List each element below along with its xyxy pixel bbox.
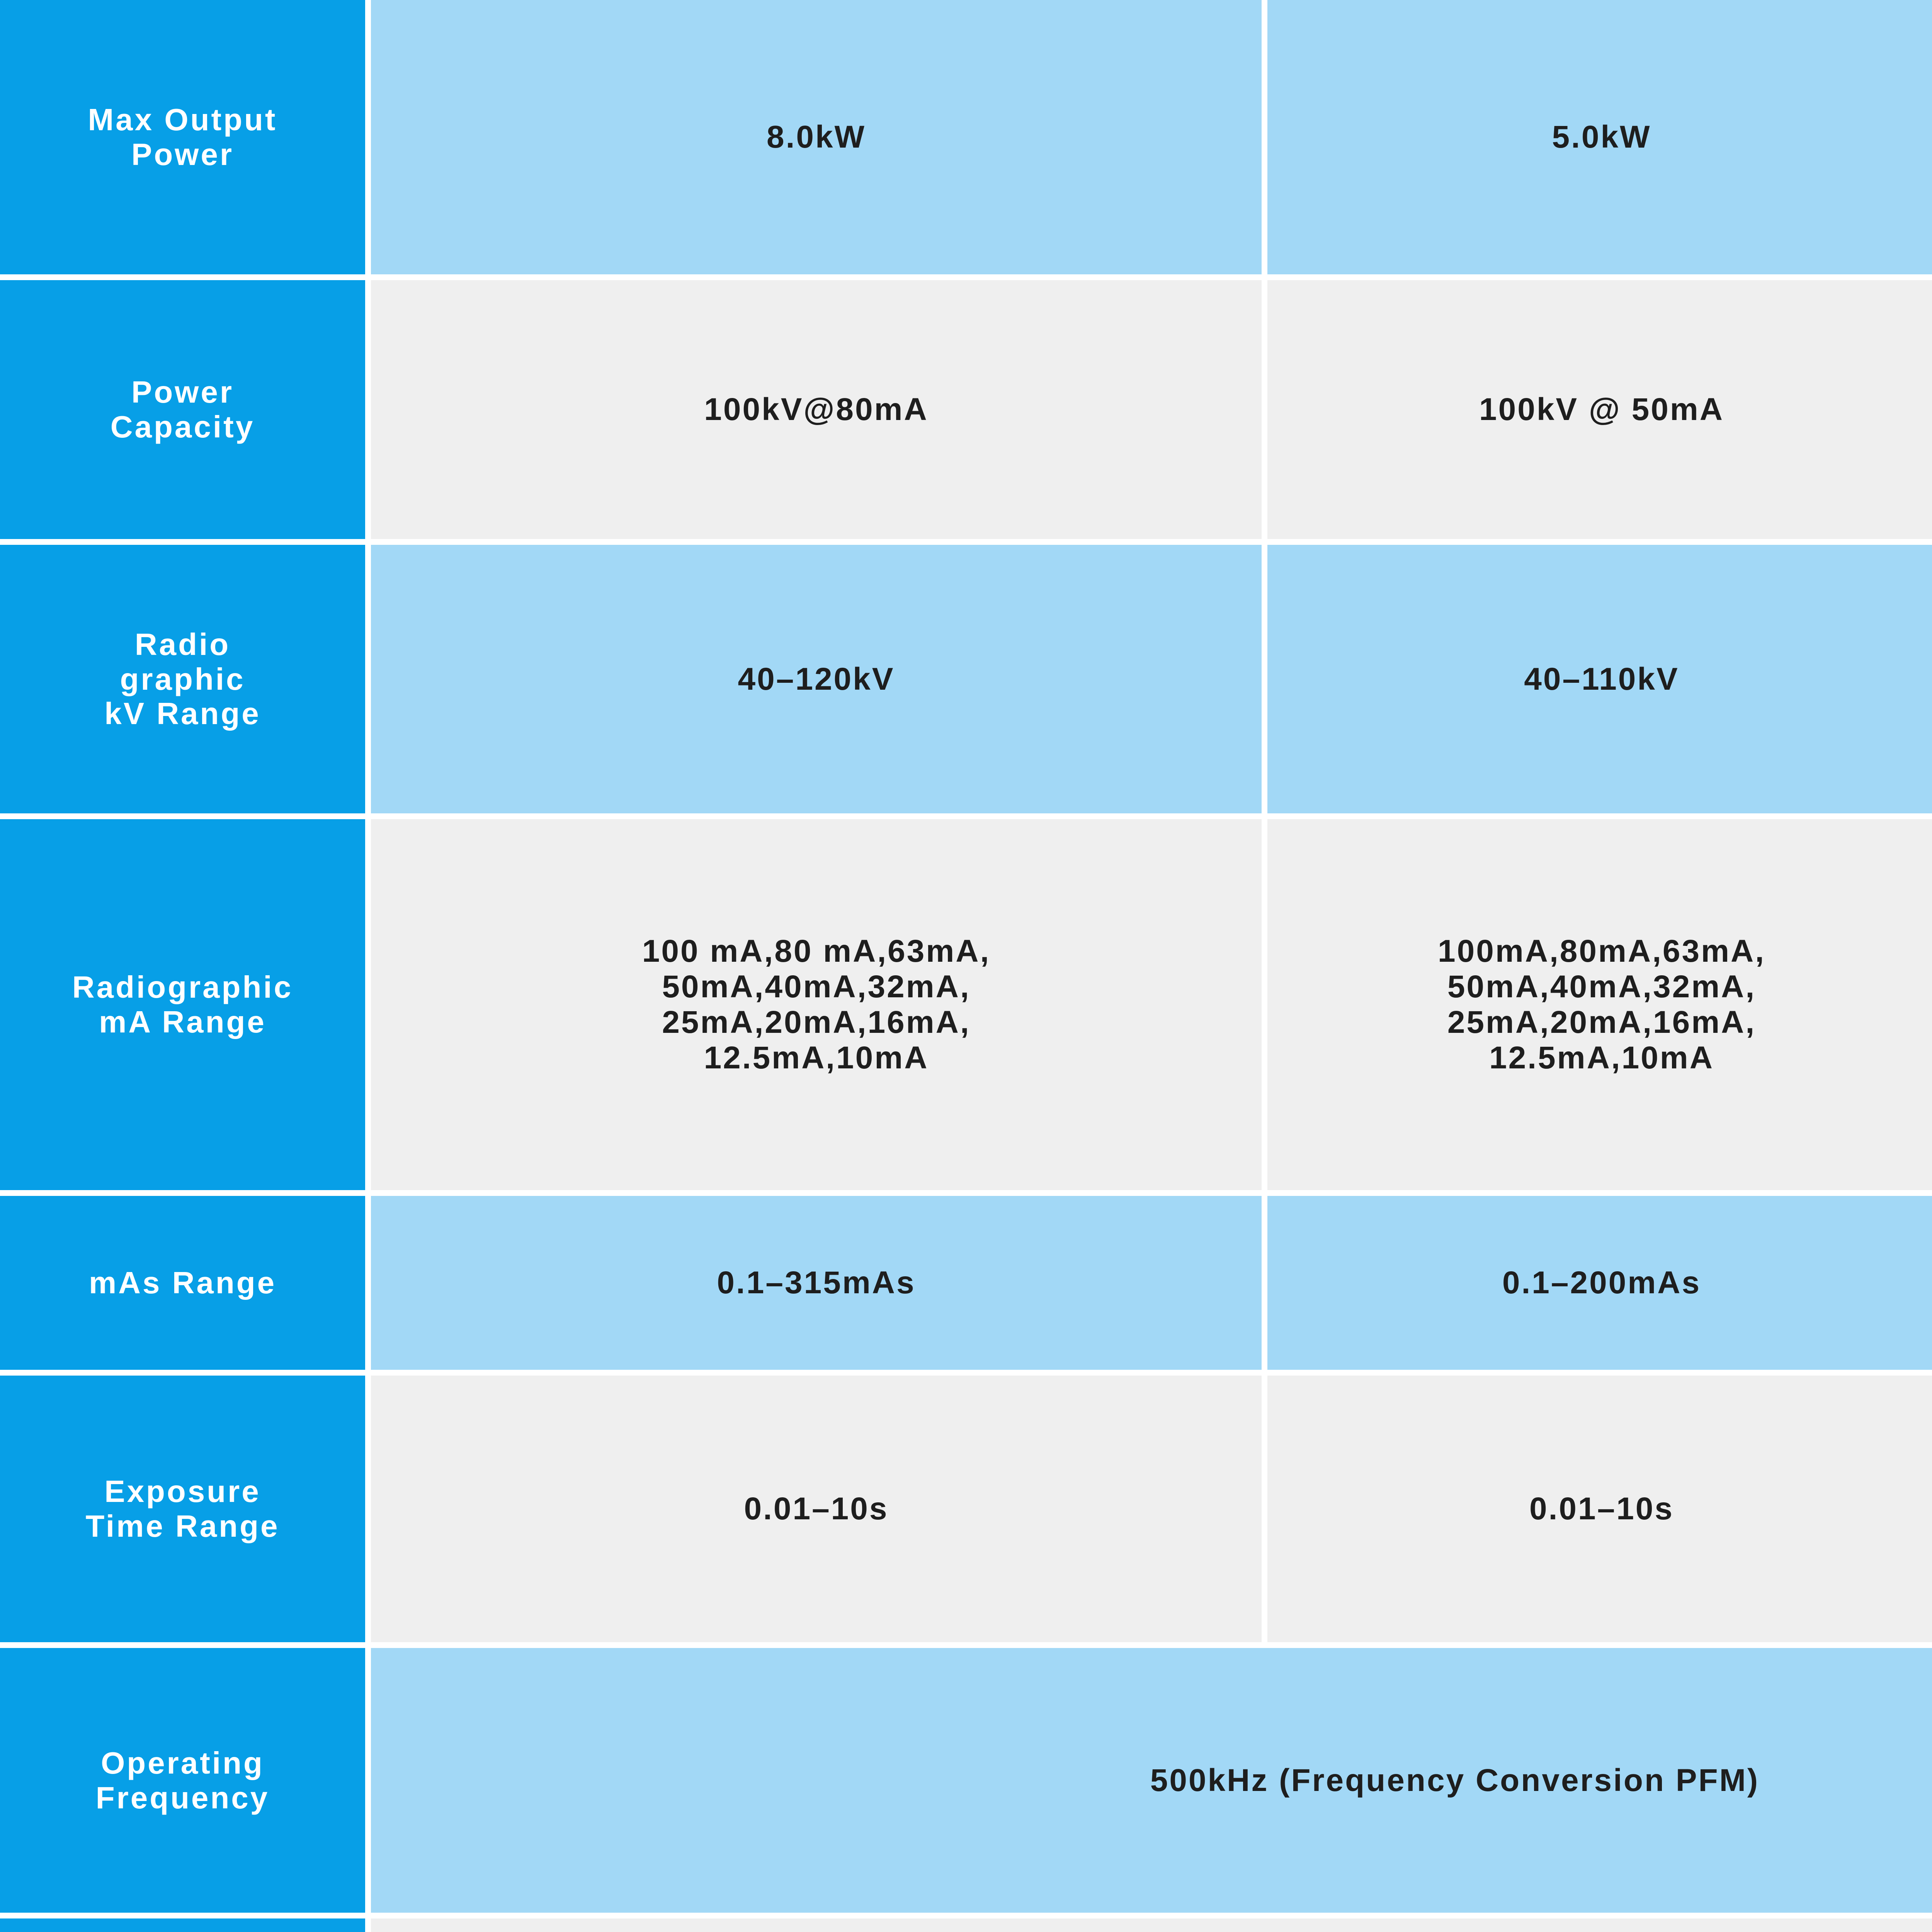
cell-mas-range-b: 0.1–200mAs bbox=[1267, 1196, 1932, 1370]
row-label-input-power bbox=[0, 1918, 365, 1932]
row-label-ma-range: Radiographic mA Range bbox=[0, 819, 365, 1190]
row-label-exposure-time: Exposure Time Range bbox=[0, 1376, 365, 1642]
cell-input-power bbox=[371, 1918, 1932, 1932]
cell-mas-range-a: 0.1–315mAs bbox=[371, 1196, 1262, 1370]
cell-exposure-time-a: 0.01–10s bbox=[371, 1376, 1262, 1642]
cell-ma-range-b: 100mA,80mA,63mA, 50mA,40mA,32mA, 25mA,20mA,16mA, 12.5mA,10mA bbox=[1267, 819, 1932, 1190]
cell-power-capacity-a: 100kV@80mA bbox=[371, 280, 1262, 539]
cell-ma-range-a: 100 mA,80 mA,63mA, 50mA,40mA,32mA, 25mA,20mA,16mA, 12.5mA,10mA bbox=[371, 819, 1262, 1190]
cell-exposure-time-b: 0.01–10s bbox=[1267, 1376, 1932, 1642]
cell-kv-range-b: 40–110kV bbox=[1267, 545, 1932, 813]
row-label-operating-frequency: Operating Frequency bbox=[0, 1648, 365, 1913]
cell-max-output-power-b: 5.0kW bbox=[1267, 0, 1932, 274]
cell-kv-range-a: 40–120kV bbox=[371, 545, 1262, 813]
row-label-power-capacity: Power Capacity bbox=[0, 280, 365, 539]
cell-power-capacity-b: 100kV @ 50mA bbox=[1267, 280, 1932, 539]
row-label-mas-range: mAs Range bbox=[0, 1196, 365, 1370]
cell-operating-frequency: 500kHz (Frequency Conversion PFM) bbox=[371, 1648, 1932, 1913]
row-label-kv-range: Radio graphic kV Range bbox=[0, 545, 365, 813]
row-label-max-output-power: Max Output Power bbox=[0, 0, 365, 274]
cell-max-output-power-a: 8.0kW bbox=[371, 0, 1262, 274]
